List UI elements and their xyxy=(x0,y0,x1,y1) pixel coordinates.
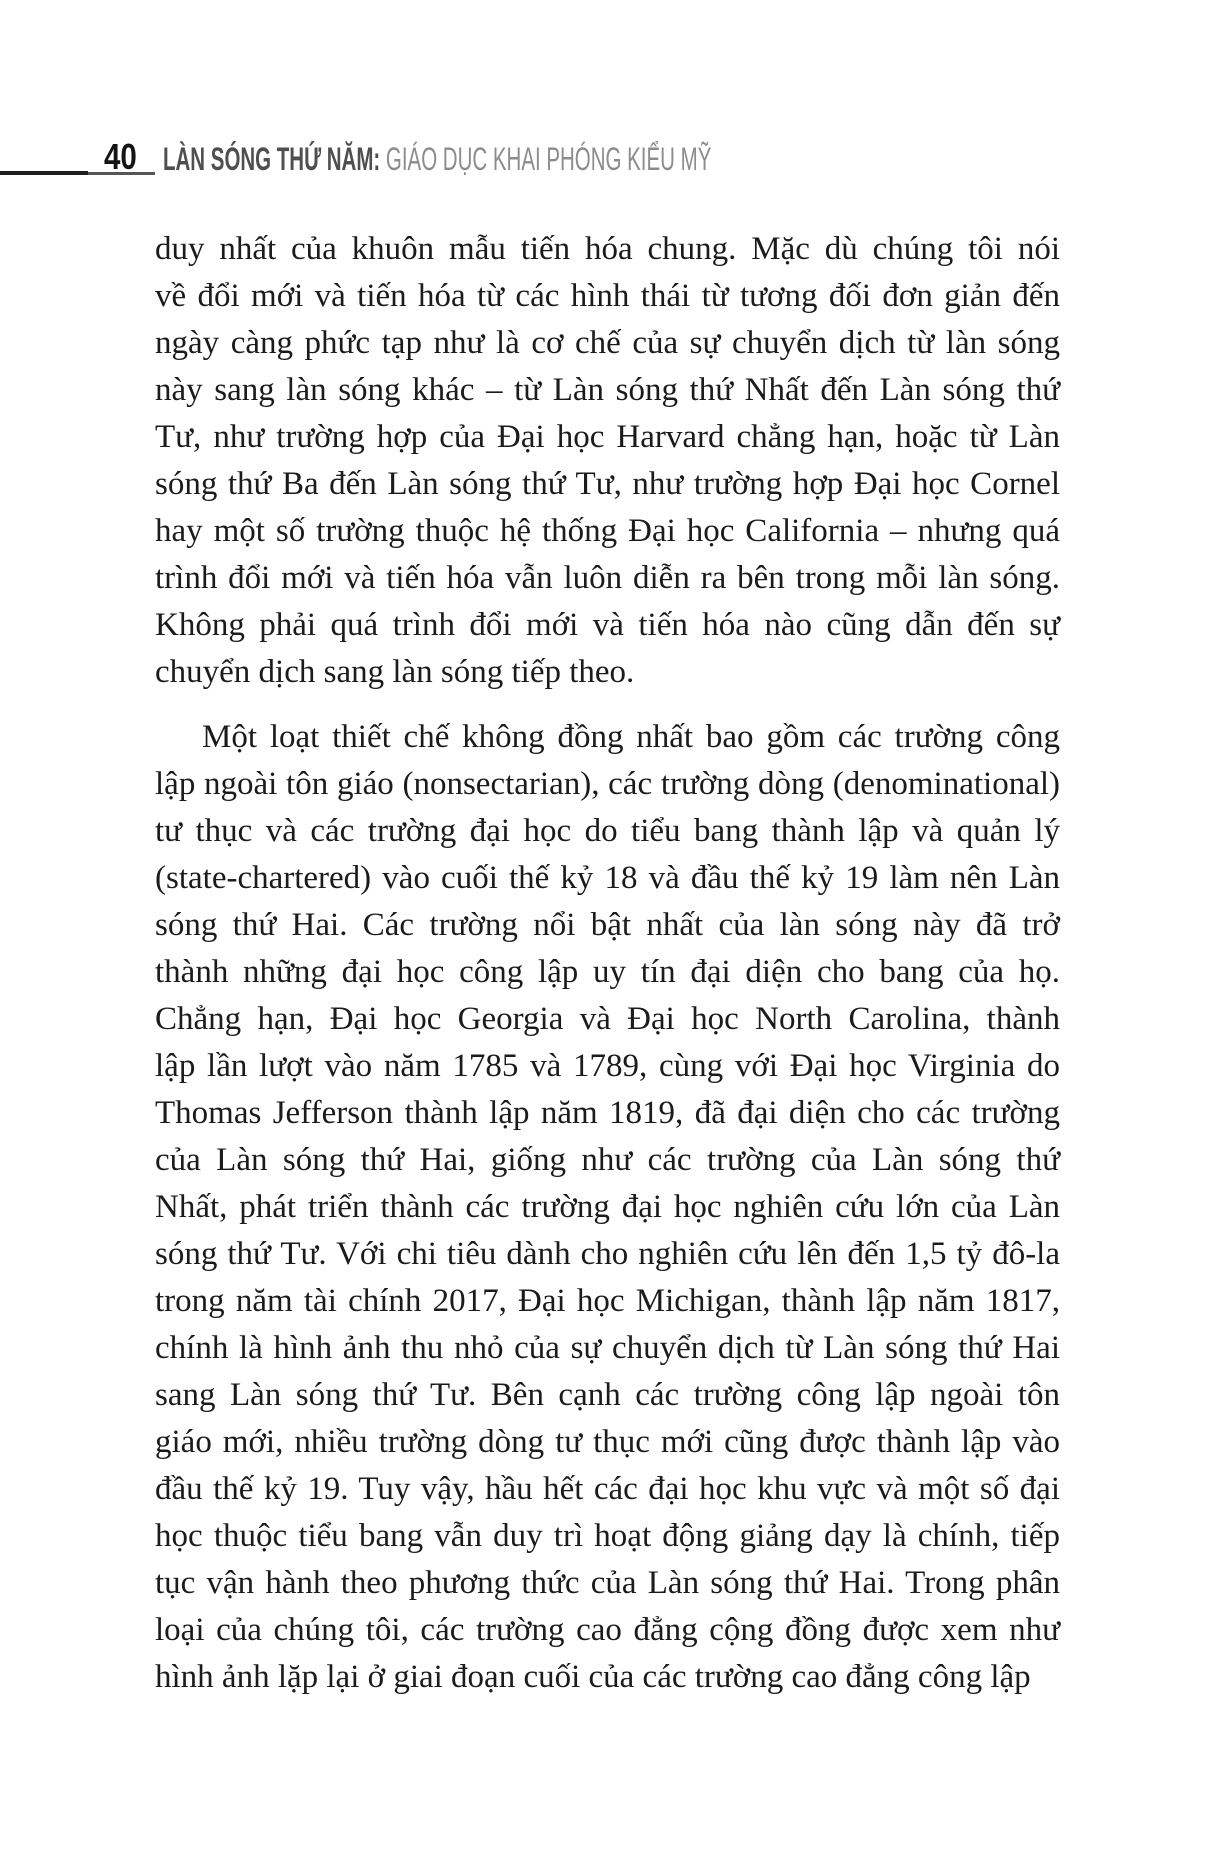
text-line: loại của chúng tôi, các trường cao đẳng cộng đồng được xem như xyxy=(155,1612,1060,1648)
text-line: của Làn sóng thứ Hai, giống như các trường của Làn sóng thứ xyxy=(155,1142,1060,1178)
text-line: tục vận hành theo phương thức của Làn sóng thứ Hai. Trong phân xyxy=(155,1565,1060,1601)
text-line: Thomas Jefferson thành lập năm 1819, đã đại diện cho các trường xyxy=(155,1095,1060,1131)
text-line: hay một số trường thuộc hệ thống Đại học California – nhưng quá xyxy=(155,513,1060,549)
text-line: đầu thế kỷ 19. Tuy vậy, hầu hết các đại học khu vực và một số đại xyxy=(155,1471,1060,1507)
text-line: trình đổi mới và tiến hóa vẫn luôn diễn ra bên trong mỗi làn sóng. xyxy=(155,560,1060,596)
text-line: sóng thứ Ba đến Làn sóng thứ Tư, như trường hợp Đại học Cornel xyxy=(155,466,1060,502)
page-number: 40 xyxy=(104,136,137,177)
header-rule-dark-segment xyxy=(0,171,88,175)
paragraph xyxy=(155,714,1060,1701)
text-line: Chẳng hạn, Đại học Georgia và Đại học North Carolina, thành xyxy=(155,1001,1060,1037)
text-line: học thuộc tiểu bang vẫn duy trì hoạt động giảng dạy là chính, tiếp xyxy=(155,1518,1060,1554)
text-line: lập lần lượt vào năm 1785 và 1789, cùng với Đại học Virginia do xyxy=(155,1048,1060,1084)
text-line: thành những đại học công lập uy tín đại diện cho bang của họ. xyxy=(155,954,1060,990)
text-line: Một loạt thiết chế không đồng nhất bao gồm các trường công xyxy=(202,719,1060,755)
paragraph xyxy=(155,226,1060,696)
text-line: duy nhất của khuôn mẫu tiến hóa chung. Mặc dù chúng tôi nói xyxy=(155,231,1060,267)
text-line: lập ngoài tôn giáo (nonsectarian), các trường dòng (denominational) xyxy=(155,766,1060,802)
text-line: chính là hình ảnh thu nhỏ của sự chuyển dịch từ Làn sóng thứ Hai xyxy=(155,1330,1060,1366)
text-line: Tư, như trường hợp của Đại học Harvard chẳng hạn, hoặc từ Làn xyxy=(155,419,1060,455)
running-header-subtitle: GIÁO DỤC KHAI PHÓNG KIỂU MỸ xyxy=(385,141,712,177)
text-line: về đổi mới và tiến hóa từ các hình thái từ tương đối đơn giản đến xyxy=(155,278,1060,314)
text-line: trong năm tài chính 2017, Đại học Michigan, thành lập năm 1817, xyxy=(155,1283,1060,1319)
text-line: sóng thứ Tư. Với chi tiêu dành cho nghiên cứu lên đến 1,5 tỷ đô-la xyxy=(155,1236,1060,1272)
text-line: sang Làn sóng thứ Tư. Bên cạnh các trường công lập ngoài tôn xyxy=(155,1377,1060,1413)
text-line: sóng thứ Hai. Các trường nổi bật nhất của làn sóng này đã trở xyxy=(155,907,1060,943)
text-line: giáo mới, nhiều trường dòng tư thục mới cũng được thành lập vào xyxy=(155,1424,1060,1460)
text-line: Nhất, phát triển thành các trường đại học nghiên cứu lớn của Làn xyxy=(155,1189,1060,1225)
text-line: Không phải quá trình đổi mới và tiến hóa nào cũng dẫn đến sự xyxy=(155,607,1060,643)
text-line: (state-chartered) vào cuối thế kỷ 18 và đầu thế kỷ 19 làm nên Làn xyxy=(155,860,1060,896)
text-line: tư thục và các trường đại học do tiểu bang thành lập và quản lý xyxy=(155,813,1060,849)
text-line: chuyển dịch sang làn sóng tiếp theo. xyxy=(155,654,635,690)
running-header-title: LÀN SÓNG THỨ NĂM: xyxy=(163,141,381,177)
body-text xyxy=(155,226,1060,1701)
text-line: ngày càng phức tạp như là cơ chế của sự chuyển dịch từ làn sóng xyxy=(155,325,1060,361)
text-line: này sang làn sóng khác – từ Làn sóng thứ Nhất đến Làn sóng thứ xyxy=(155,372,1060,408)
running-header xyxy=(163,139,711,179)
text-line: hình ảnh lặp lại ở giai đoạn cuối của các trường cao đẳng công lập xyxy=(155,1659,1031,1695)
